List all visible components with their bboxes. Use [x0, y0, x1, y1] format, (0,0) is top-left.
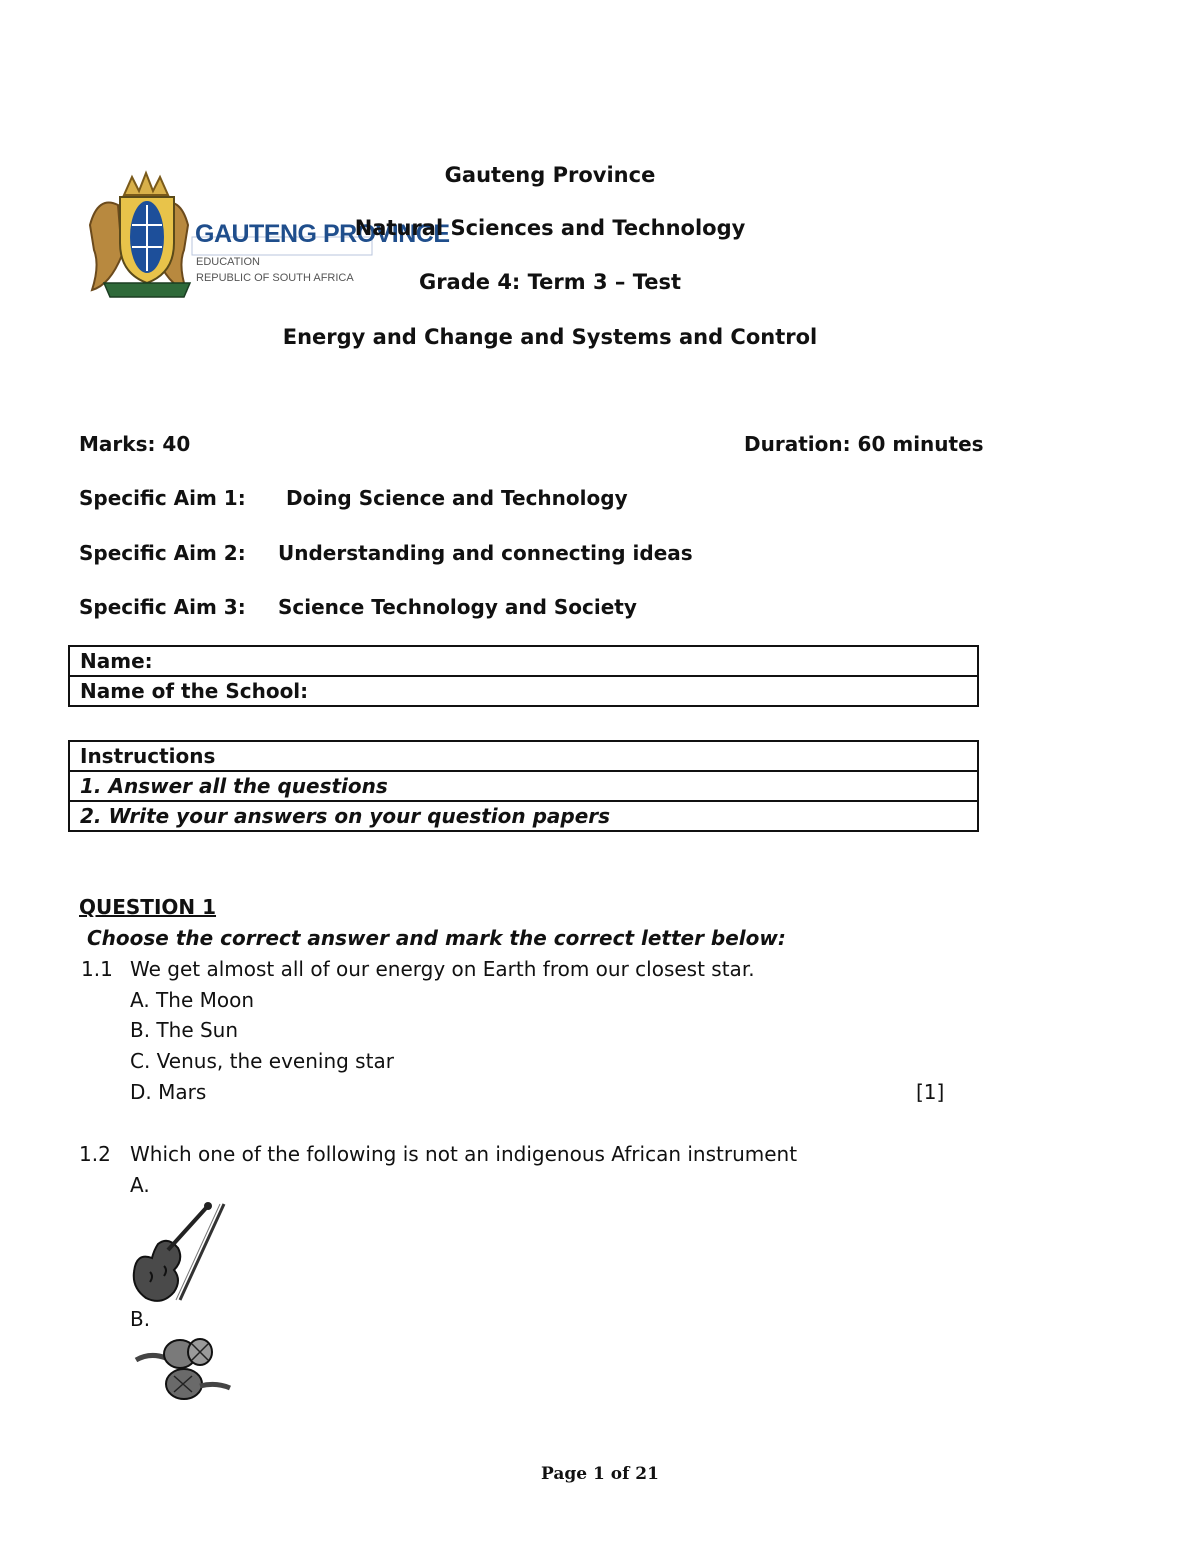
- logo-subtitle-education: EDUCATION: [196, 256, 260, 268]
- aim-1-text: Doing Science and Technology: [286, 486, 628, 510]
- header-topic: Energy and Change and Systems and Control: [282, 325, 818, 349]
- page-number: Page 1 of 21: [541, 1464, 659, 1484]
- maracas-image: [132, 1336, 232, 1402]
- header-province: Gauteng Province: [444, 163, 656, 187]
- instruction-item: 2. Write your answers on your question papers: [69, 801, 978, 831]
- header-subject: Natural Sciences and Technology: [354, 216, 746, 240]
- option-d[interactable]: D. Mars: [130, 1080, 207, 1104]
- aim-1-label: Specific Aim 1:: [79, 486, 246, 510]
- duration-label: Duration: 60 minutes: [744, 432, 984, 456]
- instruction-item: 1. Answer all the questions: [69, 771, 978, 801]
- question-1-heading: QUESTION 1: [79, 895, 217, 919]
- logo-subtitle-country: REPUBLIC OF SOUTH AFRICA: [196, 272, 354, 284]
- violin-image: [128, 1200, 228, 1304]
- question-1-prompt: Choose the correct answer and mark the correct letter below:: [87, 926, 786, 950]
- instructions-table: [68, 740, 979, 832]
- question-1-1-text: We get almost all of our energy on Earth from our closest star.: [130, 957, 755, 981]
- option-a[interactable]: A. The Moon: [130, 988, 255, 1012]
- learner-info-table: [68, 645, 979, 707]
- option-c[interactable]: C. Venus, the evening star: [130, 1049, 394, 1073]
- school-name-field[interactable]: Name of the School:: [69, 676, 978, 706]
- aim-2-text: Understanding and connecting ideas: [278, 541, 693, 565]
- option-b[interactable]: B.: [130, 1307, 151, 1331]
- name-field[interactable]: Name:: [69, 646, 978, 676]
- question-1-1-number: 1.1: [81, 957, 113, 981]
- aim-3-text: Science Technology and Society: [278, 595, 637, 619]
- question-1-2-text: Which one of the following is not an indigenous African instrument: [130, 1142, 798, 1166]
- question-1-1-marks: [1]: [916, 1080, 945, 1104]
- option-b[interactable]: B. The Sun: [130, 1018, 239, 1042]
- aim-3-label: Specific Aim 3:: [79, 595, 246, 619]
- maracas-icon: [132, 1336, 232, 1402]
- aim-2-label: Specific Aim 2:: [79, 541, 246, 565]
- logo-title: GAUTENG PROVINCE: [195, 220, 450, 248]
- option-a[interactable]: A.: [130, 1173, 150, 1197]
- marks-label: Marks: 40: [79, 432, 191, 456]
- header-grade: Grade 4: Term 3 – Test: [418, 270, 682, 294]
- question-1-2-number: 1.2: [79, 1142, 111, 1166]
- instructions-title: Instructions: [69, 741, 978, 771]
- violin-icon: [128, 1200, 228, 1304]
